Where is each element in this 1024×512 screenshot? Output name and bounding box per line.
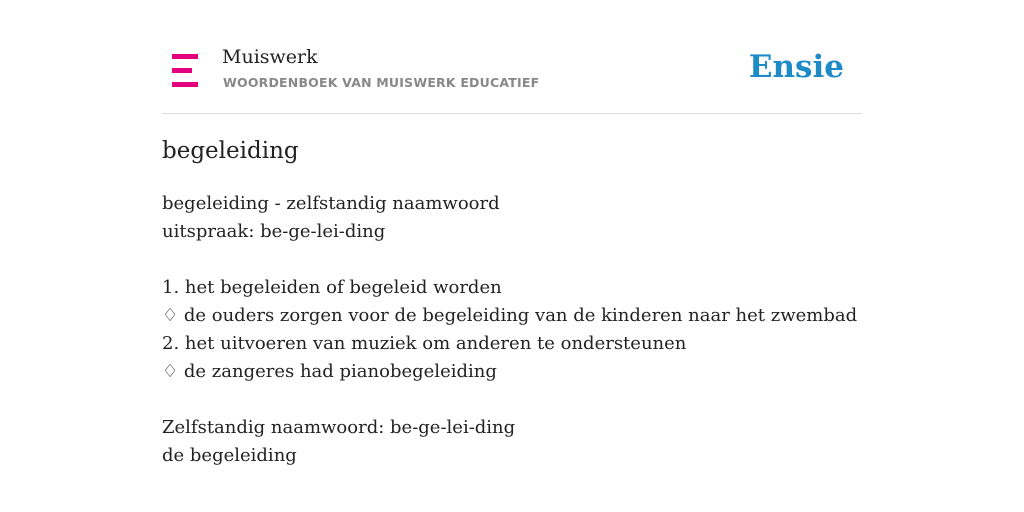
logo-bar-middle: [172, 68, 192, 73]
logo-bar-bottom: [172, 82, 198, 87]
entry-line-article: de begeleiding: [162, 445, 297, 466]
ensie-brand-logo[interactable]: Ensie: [748, 49, 844, 85]
source-subtitle: WOORDENBOEK VAN MUISWERK EDUCATIEF: [223, 75, 540, 90]
entry-line-example-2: ♢ de zangeres had pianobegeleiding: [162, 361, 497, 382]
header: [162, 40, 862, 114]
logo-bar-top: [172, 54, 198, 59]
entry-line-definition-1: 1. het begeleiden of begeleid worden: [162, 277, 502, 298]
entry-line-example-1: ♢ de ouders zorgen voor de begeleiding van de kinderen naar het zwembad: [162, 305, 858, 326]
muiswerk-logo-icon[interactable]: [172, 54, 200, 88]
entry-line-hyphenation: Zelfstandig naamwoord: be-ge-lei-ding: [162, 417, 516, 438]
entry-line-definition-2: 2. het uitvoeren van muziek om anderen te ondersteunen: [162, 333, 687, 354]
source-name[interactable]: Muiswerk: [222, 46, 318, 68]
entry-content: [162, 190, 862, 470]
entry-line-blank: [162, 386, 862, 414]
entry-title: begeleiding: [162, 138, 299, 164]
entry-line-blank: [162, 246, 862, 274]
entry-line-word-type: begeleiding - zelfstandig naamwoord: [162, 193, 500, 214]
entry-line-pronunciation: uitspraak: be-ge-lei-ding: [162, 221, 386, 242]
